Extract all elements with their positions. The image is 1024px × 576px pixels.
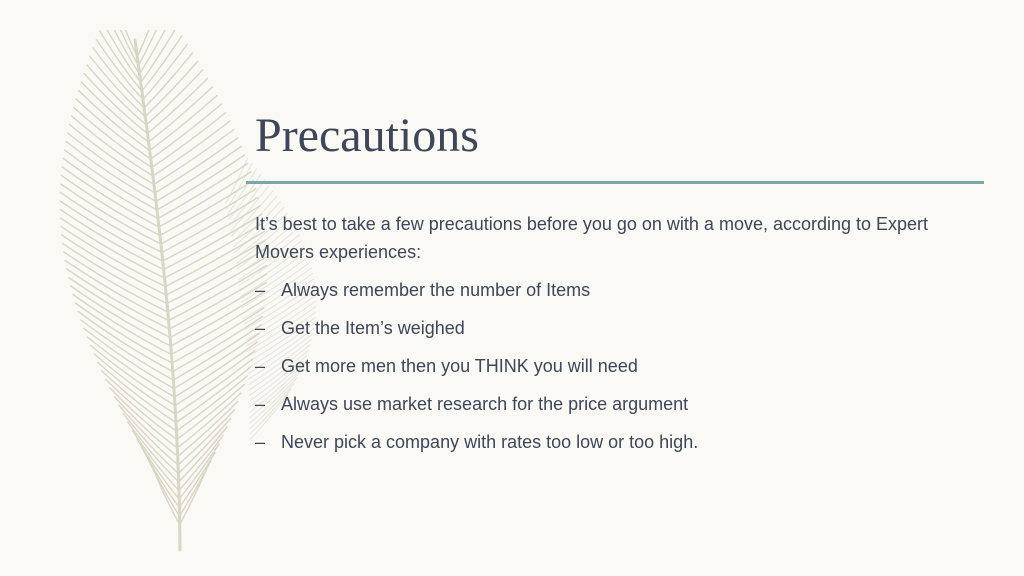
title-divider	[246, 181, 984, 184]
bullet-marker: –	[255, 432, 266, 452]
list-item	[255, 428, 955, 456]
list-item	[255, 276, 955, 304]
bullet-text: Always use market research for the price argument	[281, 394, 689, 414]
intro-text: It’s best to take a few precautions before you go on with a move, according to Expert Movers experiences:	[255, 214, 929, 262]
list-item	[255, 314, 955, 342]
slide-body	[255, 210, 955, 466]
slide-title: Precautions	[255, 109, 479, 162]
bullet-text: Get the Item’s weighed	[281, 318, 465, 338]
list-item	[255, 390, 955, 418]
bullet-list	[255, 276, 955, 456]
bullet-text: Get more men then you THINK you will need	[281, 356, 638, 376]
bullet-marker: –	[255, 318, 266, 338]
bullet-marker: –	[255, 280, 266, 300]
list-item	[255, 352, 955, 380]
bullet-text: Never pick a company with rates too low or too high.	[281, 432, 699, 452]
bullet-marker: –	[255, 356, 266, 376]
bullet-marker: –	[255, 394, 266, 414]
bullet-text: Always remember the number of Items	[281, 280, 591, 300]
